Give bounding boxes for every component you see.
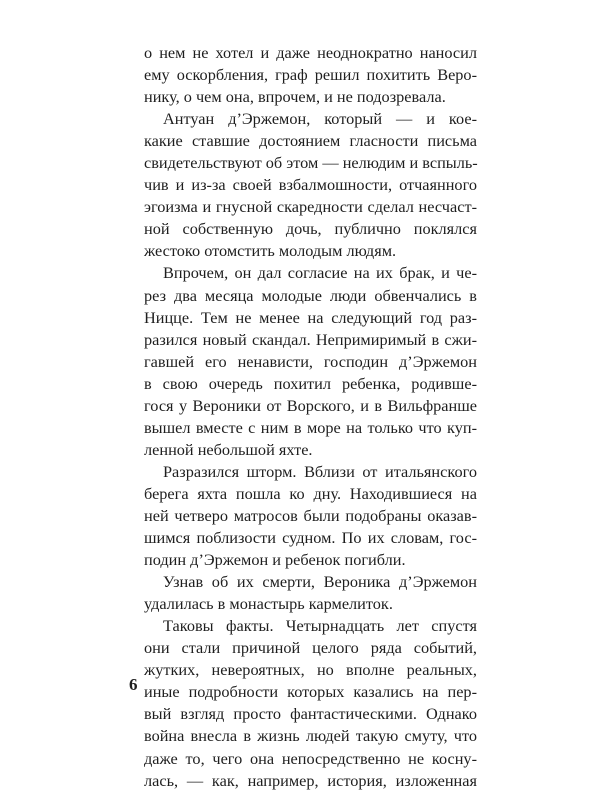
paragraph: [144, 615, 477, 791]
text-line: рез два месяца молодые люди обвенчались в: [144, 285, 477, 305]
text-line: подин д’Эржемон и ребенок погибли.: [144, 550, 406, 570]
text-line: свидетельствуют об этом — нелюдим и вспыль-: [144, 153, 478, 173]
paragraph: [144, 42, 477, 108]
text-line: гавшей его ненависти, господин д’Эржемон: [144, 351, 477, 371]
text-line: гося у Вероники от Ворского, и в Вильфранше: [144, 395, 477, 415]
text-line: ему оскорбления, граф решил похитить Веро-: [144, 65, 477, 85]
text-line: Антуан д’Эржемон, который — и кое-: [163, 109, 477, 129]
text-line: берега яхта пошла ко дну. Находившиеся на: [144, 483, 477, 503]
text-line: они стали причиной целого ряда событий,: [144, 638, 477, 658]
text-line: вый взгляд просто фантастическими. Однако: [144, 704, 477, 724]
text-line: какие ставшие достоянием гласности письма: [144, 131, 477, 151]
text-line: иные подробности которых казались на пер-: [144, 682, 477, 702]
text-line: удалилась в монастырь кармелиток.: [144, 594, 393, 614]
page-number: 6: [129, 675, 138, 694]
text-line: шимся поблизости судном. По их словам, гос-: [144, 528, 477, 548]
text-line: Впрочем, он дал согласие на их брак, и че-: [163, 263, 477, 283]
text-line: Ницце. Тем не менее на следующий год раз-: [144, 307, 477, 327]
paragraph: [144, 108, 477, 262]
text-line: Таковы факты. Четырнадцать лет спустя: [163, 616, 477, 636]
text-line: даже то, чего она непосредственно не косну-: [144, 748, 477, 768]
text-line: война внесла в жизнь людей такую смуту, что: [144, 726, 477, 746]
text-line: ной собственную дочь, публично поклялся: [144, 219, 477, 239]
text-line: разился новый скандал. Непримиримый в сжи-: [144, 329, 477, 349]
text-line: жутких, невероятных, но вполне реальных,: [144, 660, 477, 680]
paragraph: [144, 571, 477, 615]
body-text: [144, 42, 477, 792]
text-line: ленной небольшой яхте.: [144, 439, 313, 459]
text-line: ней четверо матросов были подобраны оказав-: [144, 505, 477, 525]
paragraph: [144, 461, 477, 571]
paragraph: [144, 262, 477, 460]
text-line: вышел вместе с ним в море на только что куп-: [144, 417, 477, 437]
text-line: чив и из-за своей взбалмошности, отчаянного: [144, 175, 477, 195]
text-line: жестоко отомстить молодым людям.: [144, 241, 397, 261]
text-line: Узнав об их смерти, Вероника д’Эржемон: [163, 572, 477, 592]
text-line: о нем не хотел и даже неоднократно наносил: [144, 43, 477, 62]
text-line: эгоизма и гнусной скаредности сделал несчаст-: [144, 197, 477, 217]
text-line: нику, о чем она, впрочем, и не подозревала.: [144, 87, 446, 107]
text-line: Разразился шторм. Вблизи от итальянского: [163, 461, 477, 481]
text-line: в свою очередь похитил ребенка, родивше-: [144, 373, 477, 393]
text-line: лась, — как, например, история, изложенная: [144, 770, 477, 790]
